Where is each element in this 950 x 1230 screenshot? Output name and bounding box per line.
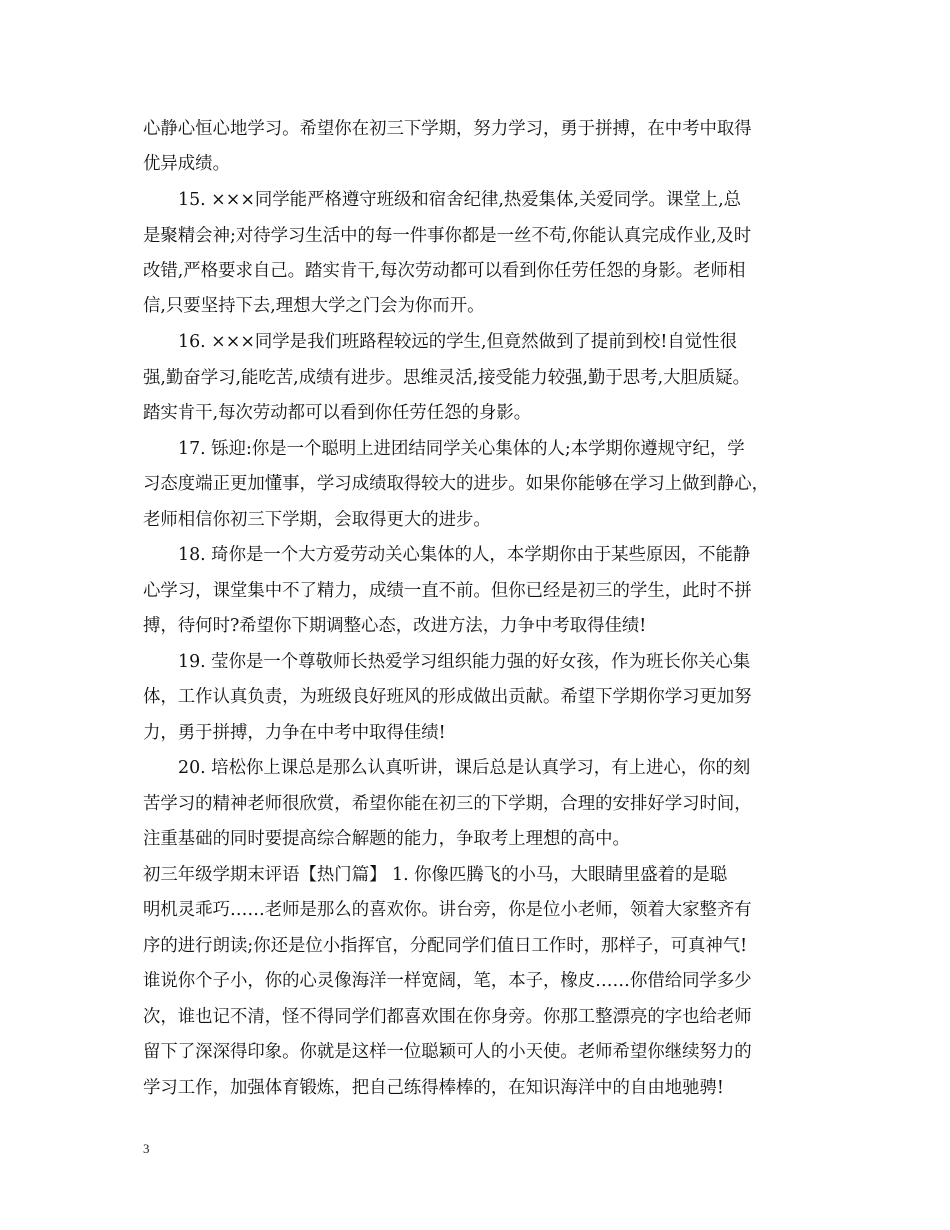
paragraph-16-start: 16. ×××同学是我们班路程较远的学生,但竟然做到了提前到校!自觉性很 [178,332,737,352]
text-line: 信,只要坚持下去,理想大学之门会为你而开。 [143,296,485,316]
text-line: 踏实肯干,每次劳动都可以看到你任劳任怨的身影。 [143,403,532,423]
text-line: 老师相信你初三下学期，会取得更大的进步。 [143,510,491,530]
paragraph-19-start: 19. 莹你是一个尊敬师长热爱学习组织能力强的好女孩，作为班长你关心集 [178,652,751,672]
text-line: 习态度端正更加懂事，学习成绩取得较大的进步。如果你能够在学习上做到静心， [143,474,770,494]
paragraph-17-start: 17. 铄迎:你是一个聪明上进团结同学关心集体的人;本学期你遵规守纪，学 [178,439,745,459]
text-line: 改错,严格要求自己。踏实肯干,每次劳动都可以看到你任劳任怨的身影。老师相 [143,261,746,281]
text-line: 学习工作，加强体育锻炼，把自己练得棒棒的，在知识海洋中的自由地驰骋! [143,1078,724,1098]
text-line: 心静心恒心地学习。希望你在初三下学期，努力学习，勇于拼搏，在中考中取得 [143,119,752,139]
text-line: 体，工作认真负责，为班级良好班风的形成做出贡献。希望下学期你学习更加努 [143,687,752,707]
text-line: 是聚精会神;对待学习生活中的每一件事你都是一丝不苟,你能认真完成作业,及时 [143,226,752,246]
text-line: 注重基础的同时要提高综合解题的能力，争取考上理想的高中。 [143,829,630,849]
section-heading-line: 初三年级学期末评语【热门篇】 1. 你像匹腾飞的小马，大眼睛里盛着的是聪 [143,865,728,885]
paragraph-15-start: 15. ×××同学能严格遵守班级和宿舍纪律,热爱集体,关爱同学。课堂上,总 [178,190,742,210]
page-number: 3 [143,1141,150,1156]
text-line: 苦学习的精神老师很欣赏，希望你能在初三的下学期，合理的安排好学习时间， [143,794,752,814]
text-line: 明机灵乖巧……老师是那么的喜欢你。讲台旁，你是位小老师，领着大家整齐有 [143,900,752,920]
text-line: 序的进行朗读;你还是位小指挥官，分配同学们值日工作时，那样子，可真神气! [143,936,748,956]
paragraph-20-start: 20. 培松你上课总是那么认真听讲，课后总是认真学习，有上进心，你的刻 [178,758,751,778]
text-line: 优异成绩。 [143,154,230,174]
paragraph-18-start: 18. 琦你是一个大方爱劳动关心集体的人，本学期你由于某些原因，不能静 [178,545,751,565]
text-line: 搏，待何时?希望你下期调整心态，改进方法，力争中考取得佳绩! [143,616,647,636]
text-line: 强,勤奋学习,能吃苦,成绩有进步。思维灵活,接受能力较强,勤于思考,大胆质疑。 [143,368,751,388]
text-line: 次，谁也记不清，怪不得同学们都喜欢围在你身旁。你那工整漂亮的字也给老师 [143,1007,752,1027]
text-line: 力，勇于拼搏，力争在中考中取得佳绩! [143,723,446,743]
text-line: 谁说你个子小，你的心灵像海洋一样宽阔，笔，本子，橡皮……你借给同学多少 [143,971,752,991]
text-line: 心学习，课堂集中不了精力，成绩一直不前。但你已经是初三的学生，此时不拼 [143,581,752,601]
text-line: 留下了深深得印象。你就是这样一位聪颖可人的小天使。老师希望你继续努力的 [143,1042,752,1062]
